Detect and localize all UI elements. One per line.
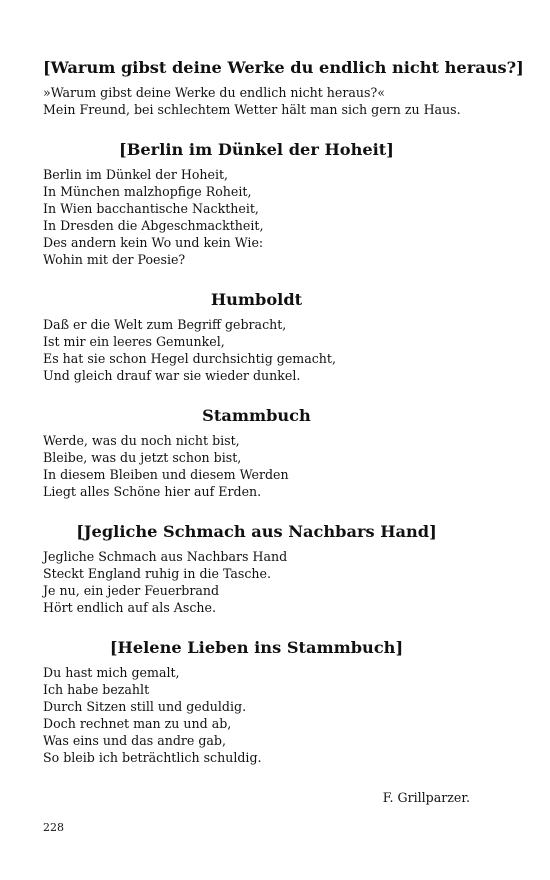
poem-line: Berlin im Dünkel der Hoheit, bbox=[43, 167, 229, 182]
poem-line: Ist mir ein leeres Gemunkel, bbox=[43, 334, 225, 349]
page-number: 228 bbox=[43, 821, 64, 834]
poem-line: Was eins und das andre gab, bbox=[43, 733, 226, 748]
poem-title: [Helene Lieben ins Stammbuch] bbox=[109, 638, 404, 657]
poem-line: Steckt England ruhig in die Tasche. bbox=[43, 566, 272, 581]
poem-title: [Warum gibst deine Werke du endlich nicht heraus?] bbox=[43, 58, 524, 77]
poem-line: Daß er die Welt zum Begriff gebracht, bbox=[43, 317, 287, 332]
poem-line: In diesem Bleiben und diesem Werden bbox=[43, 467, 289, 482]
poem-title: Humboldt bbox=[210, 290, 303, 309]
poem-line: So bleib ich beträchtlich schuldig. bbox=[43, 750, 262, 765]
poem-line: Hört endlich auf als Asche. bbox=[43, 600, 216, 615]
poem-line: Mein Freund, bei schlechtem Wetter hält man sich gern zu Haus. bbox=[43, 102, 461, 117]
poem-line: Du hast mich gemalt, bbox=[43, 665, 180, 680]
poem-line: Werde, was du noch nicht bist, bbox=[43, 433, 240, 448]
poem-line: Des andern kein Wo und kein Wie: bbox=[43, 235, 264, 250]
poem-warum bbox=[43, 58, 524, 118]
poem-line: Es hat sie schon Hegel durchsichtig gemacht, bbox=[43, 351, 336, 366]
poem-line: Wohin mit der Poesie? bbox=[43, 252, 186, 267]
poem-jegliche-schmach bbox=[43, 522, 470, 616]
poem-title: [Jegliche Schmach aus Nachbars Hand] bbox=[76, 522, 437, 541]
poem-title: Stammbuch bbox=[202, 406, 311, 425]
poem-humboldt bbox=[43, 290, 470, 384]
author-signature: F. Grillparzer. bbox=[382, 790, 470, 805]
poem-title: [Berlin im Dünkel der Hoheit] bbox=[119, 140, 394, 159]
poem-line: Je nu, ein jeder Feuerbrand bbox=[43, 583, 220, 598]
poem-line: »Warum gibst deine Werke du endlich nicht heraus?« bbox=[43, 85, 385, 100]
poem-helene-lieben bbox=[43, 638, 470, 766]
poem-line: In Wien bacchantische Nacktheit, bbox=[43, 201, 259, 216]
poem-line: Bleibe, was du jetzt schon bist, bbox=[43, 450, 242, 465]
poem-berlin bbox=[43, 140, 470, 268]
poem-line: Jegliche Schmach aus Nachbars Hand bbox=[43, 549, 288, 564]
poem-line: Durch Sitzen still und geduldig. bbox=[43, 699, 247, 714]
poem-line: Ich habe bezahlt bbox=[43, 682, 150, 697]
poem-line: Liegt alles Schöne hier auf Erden. bbox=[43, 484, 262, 499]
poem-stammbuch bbox=[43, 406, 470, 500]
poem-line: Doch rechnet man zu und ab, bbox=[43, 716, 232, 731]
poem-line: In Dresden die Abgeschmacktheit, bbox=[43, 218, 264, 233]
page-content bbox=[43, 58, 524, 766]
poem-line: Und gleich drauf war sie wieder dunkel. bbox=[43, 368, 301, 383]
poem-line: In München malzhopfige Roheit, bbox=[43, 184, 252, 199]
